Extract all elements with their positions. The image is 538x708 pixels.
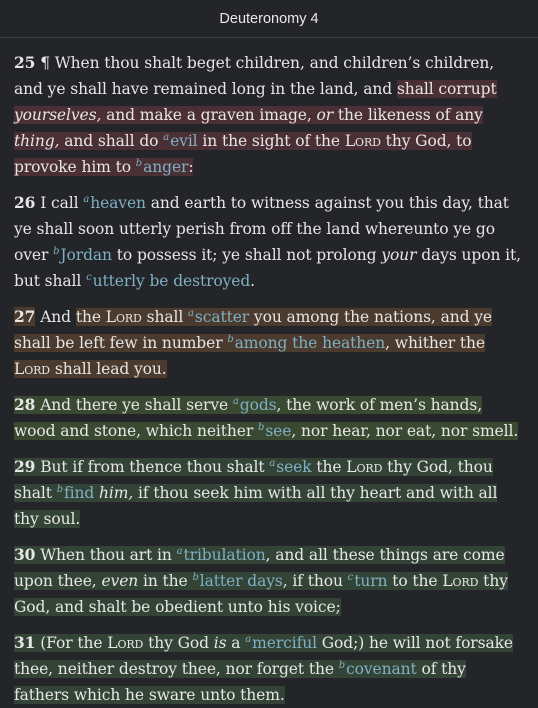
verse-text: thy God, thou shalt: [14, 458, 493, 502]
footnote-link[interactable]: evil: [170, 132, 198, 150]
verse-text: And there ye shall serve: [35, 396, 233, 414]
verse-text: shall: [141, 308, 189, 326]
footnote-link[interactable]: Jordan: [60, 246, 112, 264]
footnote-marker[interactable]: b: [56, 483, 64, 495]
footnote-marker[interactable]: b: [258, 421, 265, 433]
footnote-marker[interactable]: a: [232, 395, 239, 407]
verse-number[interactable]: 25: [14, 53, 36, 72]
italic-word: or: [316, 106, 334, 124]
verse-text: And: [35, 308, 76, 326]
footnote-link[interactable]: covenant: [346, 660, 417, 678]
footnote-marker[interactable]: a: [176, 545, 183, 557]
verse-text: days upon it, but shall: [14, 246, 521, 290]
italic-word: is: [213, 634, 227, 652]
italic-word: your: [381, 246, 417, 264]
verse-text: to the: [387, 572, 443, 590]
verse-31[interactable]: [14, 630, 524, 708]
verse-text: , if thou: [282, 572, 348, 590]
footnote-link[interactable]: heaven: [90, 194, 146, 212]
verse-text: the likeness of any: [333, 106, 483, 124]
verse-number[interactable]: 29: [14, 457, 36, 476]
verse-text: But if from thence thou shalt: [35, 458, 270, 476]
footnote-marker[interactable]: a: [83, 193, 90, 205]
highlight[interactable]: [14, 458, 497, 528]
verse-number[interactable]: 31: [14, 633, 36, 652]
footnote-link[interactable]: anger: [143, 158, 189, 176]
footnote-marker[interactable]: b: [338, 659, 346, 671]
italic-word: thing,: [14, 132, 60, 150]
verse-text: thy God, to provoke him to: [14, 132, 472, 176]
footnote-marker[interactable]: a: [163, 131, 170, 143]
verse-text: , whither the: [385, 334, 486, 352]
footnote-marker[interactable]: a: [188, 307, 194, 319]
verse-text: the: [311, 458, 347, 476]
verse-text: of thy fathers which he sware unto them.: [14, 660, 466, 704]
verse-27[interactable]: [14, 304, 524, 382]
verse-29[interactable]: [14, 454, 524, 532]
lord-smallcaps: Lord: [107, 634, 144, 652]
verse-text: and shall do: [59, 132, 164, 150]
highlight[interactable]: [14, 396, 518, 440]
lord-smallcaps: Lord: [105, 308, 142, 326]
verse-number[interactable]: 28: [14, 395, 36, 414]
verse-number[interactable]: 30: [14, 545, 36, 564]
footnote-link[interactable]: among the heathen: [234, 334, 386, 352]
verse-text: in the: [138, 572, 193, 590]
verse-text: , and all these things are come upon thee,: [14, 546, 505, 590]
verse-text: thy God: [143, 634, 214, 652]
footnote-link[interactable]: scatter: [194, 308, 250, 326]
verse-text: .: [250, 272, 255, 290]
verse-text: you among the nations, and ye shall be left few in number: [14, 308, 492, 352]
footnote-marker[interactable]: b: [227, 333, 234, 345]
verse-text: I call: [35, 194, 84, 212]
highlight[interactable]: [14, 634, 513, 704]
verse-26[interactable]: [14, 190, 524, 294]
verse-28[interactable]: [14, 392, 524, 444]
italic-word: yourselves,: [14, 106, 102, 124]
lord-smallcaps: Lord: [346, 458, 383, 476]
footnote-link[interactable]: utterly be destroyed: [92, 272, 251, 290]
verse-text: in the sight of the: [197, 132, 345, 150]
footnote-marker[interactable]: a: [269, 457, 276, 469]
footnote-marker[interactable]: c: [86, 271, 92, 283]
verse-text: a: [226, 634, 246, 652]
lord-smallcaps: Lord: [442, 572, 479, 590]
chapter-header: [0, 0, 538, 38]
footnote-marker[interactable]: a: [245, 633, 252, 645]
footnote-link[interactable]: find: [64, 484, 95, 502]
footnote-link[interactable]: gods: [239, 396, 277, 414]
verse-text: and earth to witness against you this day, that ye shall soon utterly perish from off the land whereunto ye go over: [14, 194, 509, 264]
chapter-title: Deuteronomy 4: [219, 10, 319, 27]
footnote-marker[interactable]: b: [53, 245, 60, 257]
verse-text: and make a graven image,: [101, 106, 317, 124]
footnote-link[interactable]: seek: [276, 458, 312, 476]
verse-text: ¶ When thou shalt beget children, and children’s children, and ye shall have remained long in the land, and: [14, 54, 495, 98]
verse-30[interactable]: [14, 542, 524, 620]
verse-text: , the work of men’s hands, wood and stone, which neither: [14, 396, 483, 440]
verse-text: God;) he will not forsake thee, neither destroy thee, nor forget the: [14, 634, 513, 678]
verse-text: shall corrupt: [396, 80, 497, 98]
verse-text: if thou seek him with all thy heart and with all thy soul.: [14, 484, 498, 528]
italic-word: even: [101, 572, 139, 590]
footnote-link[interactable]: merciful: [252, 634, 317, 652]
verse-text: , nor hear, nor eat, nor smell.: [291, 422, 519, 440]
footnote-link[interactable]: latter days: [199, 572, 283, 590]
footnote-link[interactable]: turn: [354, 572, 388, 590]
footnote-marker[interactable]: b: [192, 571, 199, 583]
footnote-marker[interactable]: c: [347, 571, 354, 583]
verse-text: :: [188, 158, 194, 176]
lord-smallcaps: Lord: [14, 360, 51, 378]
chapter-content: [0, 38, 538, 708]
verse-text: shall lead you.: [50, 360, 167, 378]
verse-text: to possess it; ye shall not prolong: [111, 246, 382, 264]
verse-25[interactable]: [14, 50, 524, 180]
highlight[interactable]: [14, 308, 492, 378]
verse-number[interactable]: 26: [14, 193, 36, 212]
verse-text: the: [75, 308, 106, 326]
verse-number[interactable]: 27: [14, 307, 36, 326]
verse-text: When thou art in: [35, 546, 177, 564]
footnote-link[interactable]: see: [265, 422, 292, 440]
footnote-marker[interactable]: b: [135, 157, 143, 169]
verse-text: (For the: [35, 634, 108, 652]
footnote-link[interactable]: tribulation: [183, 546, 266, 564]
verse-text: thy God, and shalt be obedient unto his voice;: [14, 572, 508, 616]
highlight[interactable]: [14, 546, 508, 616]
italic-word: him,: [94, 484, 134, 502]
lord-smallcaps: Lord: [344, 132, 381, 150]
